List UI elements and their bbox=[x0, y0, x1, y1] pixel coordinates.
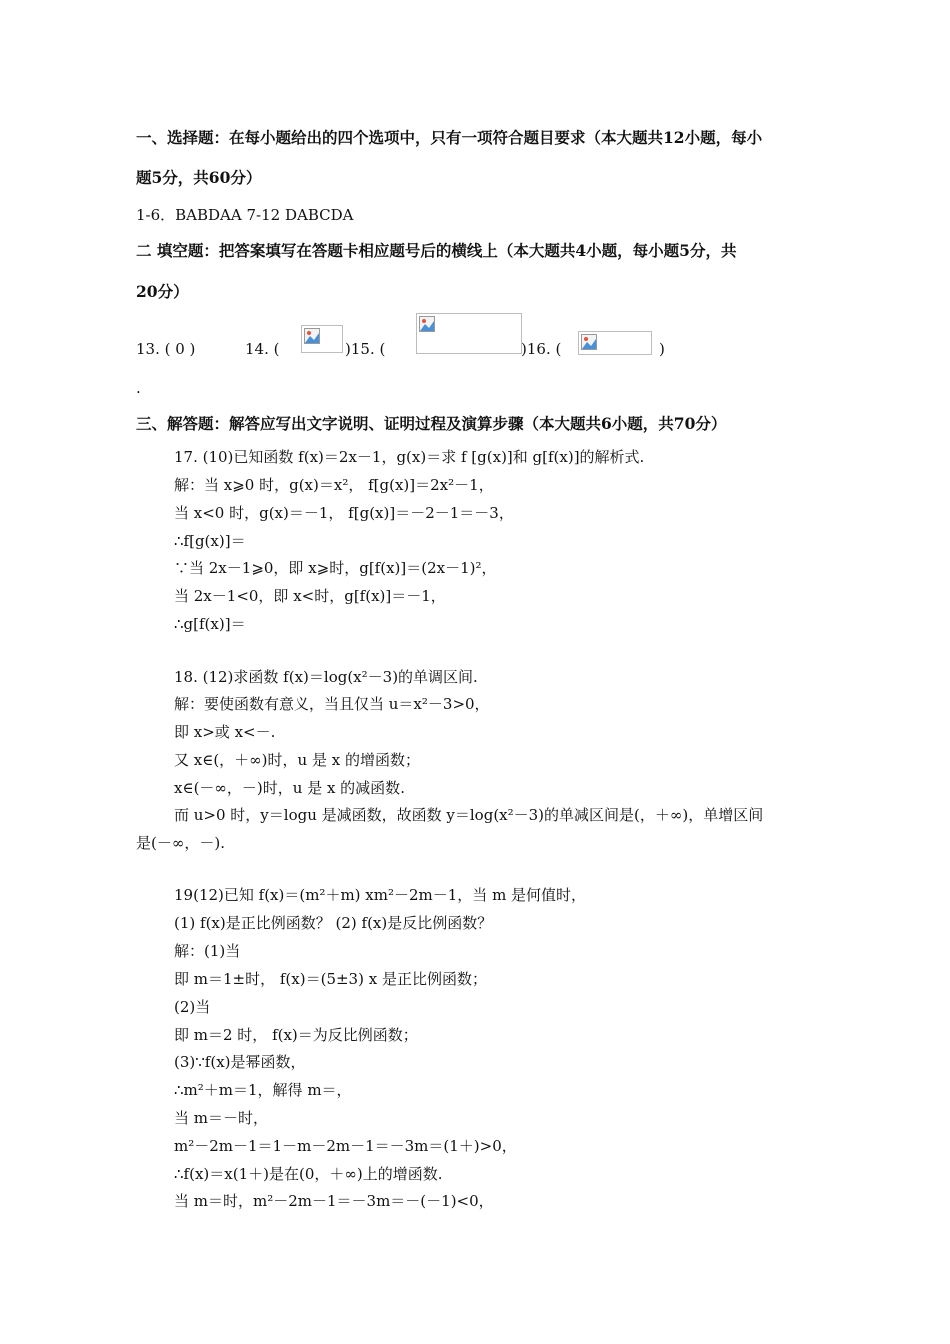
p18-line: 即 x>或 x<－. bbox=[174, 723, 276, 741]
section3-heading: 三、解答题：解答应写出文字说明、证明过程及演算步骤（本大题共6小题，共70分） bbox=[136, 414, 727, 433]
answer-15-image bbox=[416, 313, 522, 354]
p17-line: ∵当 2x－1⩾0，即 x⩾时，g[f(x)]＝(2x－1)²， bbox=[174, 559, 497, 577]
broken-image-icon bbox=[581, 334, 597, 350]
p19-line: 即 m＝2 时， f(x)＝为反比例函数； bbox=[174, 1026, 418, 1044]
p17-statement: 17. (10)已知函数 f(x)＝2x－1，g(x)＝求 f [g(x)]和 g[f(x)]的解析式. bbox=[174, 448, 645, 466]
section2-heading-line1: 二 填空题：把答案填写在答题卡相应题号后的横线上（本大题共4小题，每小题5分，共 bbox=[136, 241, 737, 260]
answer-14-image bbox=[301, 325, 343, 353]
p19-statement: 19(12)已知 f(x)＝(m²＋m) xm²－2m－1，当 m 是何值时， bbox=[174, 886, 587, 904]
p18-line: 又 x∈(，＋∞)时，u 是 x 的增函数； bbox=[174, 751, 420, 769]
answer-13: 13. ( 0 ) bbox=[136, 340, 196, 358]
p19-line: 当 m＝时，m²－2m－1＝－3m＝－(－1)<0， bbox=[174, 1192, 494, 1210]
answer-16-image bbox=[578, 331, 652, 355]
p19-line: 当 m＝－时， bbox=[174, 1109, 268, 1127]
p18-line: 解：要使函数有意义，当且仅当 u＝x²－3>0， bbox=[174, 695, 490, 713]
section1-heading-line2: 题5分，共60分） bbox=[136, 168, 262, 187]
p18-statement: 18. (12)求函数 f(x)＝log(x²－3)的单调区间. bbox=[174, 668, 478, 686]
broken-image-icon bbox=[419, 316, 435, 332]
p19-line: 即 m＝1±时， f(x)＝(5±3) x 是正比例函数； bbox=[174, 970, 487, 988]
p18-line: x∈(－∞，－)时，u 是 x 的减函数. bbox=[174, 779, 405, 797]
p19-line: (3)∵f(x)是幂函数， bbox=[174, 1053, 306, 1071]
p18-line: 是(－∞，－). bbox=[136, 834, 225, 852]
p17-line: ∴g[f(x)]＝ bbox=[174, 615, 246, 633]
p17-line: 解：当 x⩾0 时，g(x)＝x²， f[g(x)]＝2x²－1， bbox=[174, 476, 494, 494]
answer-14-label: 14. ( bbox=[245, 340, 280, 358]
p17-line: 当 x<0 时，g(x)＝－1， f[g(x)]＝－2－1＝－3， bbox=[174, 504, 514, 522]
section1-heading-line1: 一、选择题：在每小题给出的四个选项中，只有一项符合题目要求（本大题共12小题，每小 bbox=[136, 128, 763, 147]
p19-line: ∴f(x)＝x(1＋)是在(0，＋∞)上的增函数. bbox=[174, 1165, 443, 1183]
broken-image-icon bbox=[304, 328, 320, 344]
p17-line: ∴f[g(x)]＝ bbox=[174, 532, 246, 550]
p19-line: (1) f(x)是正比例函数？ (2) f(x)是反比例函数？ bbox=[174, 914, 493, 932]
p19-line: 解：(1)当 bbox=[174, 942, 241, 960]
section2-heading-line2: 20分） bbox=[136, 282, 189, 301]
answer-16-label: )16. ( bbox=[521, 340, 562, 358]
section1-answers: 1-6．BABDAA 7-12 DABCDA bbox=[136, 206, 354, 224]
p18-line: 而 u>0 时，y＝logu 是减函数，故函数 y＝log(x²－3)的单减区间是(，＋∞)，单增区间 bbox=[174, 806, 764, 824]
answer-16-close: ) bbox=[659, 340, 665, 358]
answer-15-label: )15. ( bbox=[345, 340, 386, 358]
p19-line: (2)当 bbox=[174, 998, 211, 1016]
stray-dot: . bbox=[136, 379, 141, 397]
p17-line: 当 2x－1<0，即 x<时，g[f(x)]＝－1， bbox=[174, 587, 446, 605]
p19-line: ∴m²＋m＝1，解得 m＝， bbox=[174, 1081, 352, 1099]
p19-line: m²－2m－1＝1－m－2m－1＝－3m＝(1＋)>0， bbox=[174, 1137, 517, 1155]
